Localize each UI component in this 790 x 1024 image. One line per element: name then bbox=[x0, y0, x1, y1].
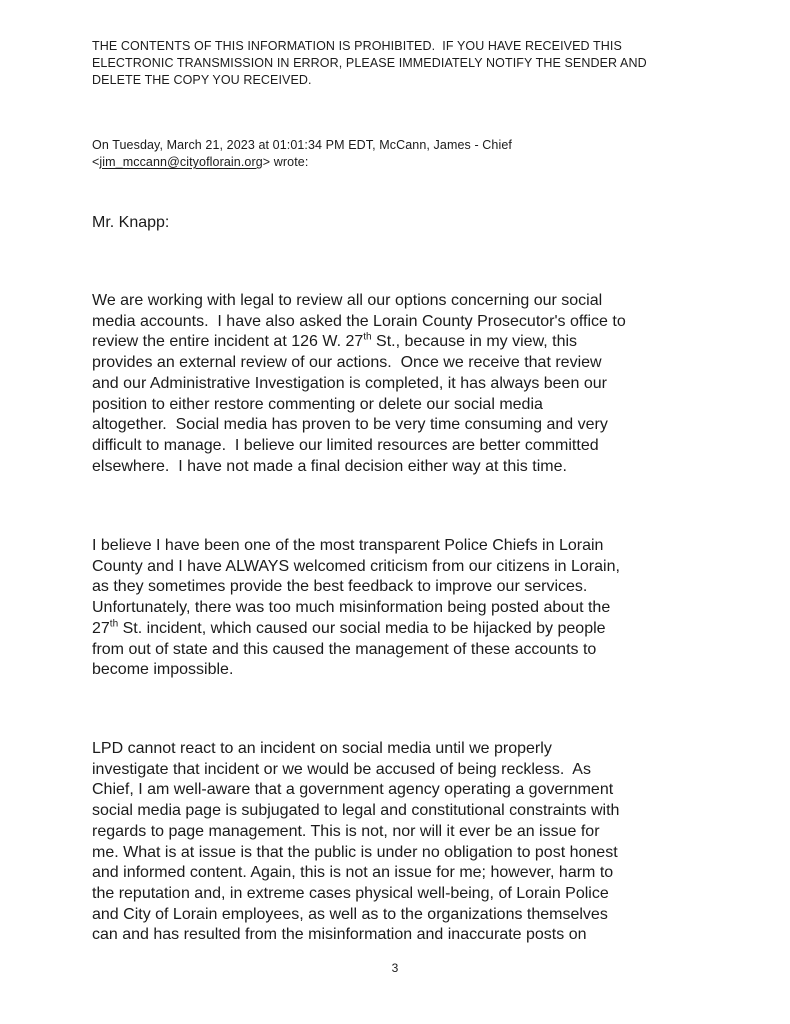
paragraph-text: regards to page management. This is not, nor will it ever be an issue for bbox=[92, 822, 600, 840]
paragraph-line bbox=[92, 374, 626, 395]
paragraph-text: and informed content. Again, this is not an issue for me; however, harm to bbox=[92, 864, 614, 882]
disclaimer-line: ELECTRONIC TRANSMISSION IN ERROR, PLEASE IMMEDIATELY NOTIFY THE SENDER AND bbox=[92, 56, 647, 70]
paragraph-text: elsewhere. I have not made a final decision either way at this time. bbox=[92, 457, 567, 475]
paragraph-text: difficult to manage. I believe our limited resources are better committed bbox=[92, 436, 599, 454]
paragraph-line bbox=[92, 312, 626, 333]
disclaimer-text bbox=[92, 38, 647, 89]
paragraph-text: Chief, I am well-aware that a government agency operating a government bbox=[92, 781, 614, 799]
paragraph-line bbox=[92, 536, 620, 557]
email-paragraph-2 bbox=[92, 536, 620, 681]
paragraph-text: can and has resulted from the misinformation and inaccurate posts on bbox=[92, 926, 587, 944]
paragraph-line bbox=[92, 863, 619, 884]
page-number: 3 bbox=[391, 961, 399, 975]
paragraph-line bbox=[92, 619, 620, 640]
paragraph-text: investigate that incident or we would be accused of being reckless. As bbox=[92, 760, 591, 778]
paragraph-line bbox=[92, 822, 619, 843]
paragraph-line bbox=[92, 640, 620, 661]
paragraph-line bbox=[92, 739, 619, 760]
paragraph-line bbox=[92, 415, 626, 436]
paragraph-line bbox=[92, 557, 620, 578]
paragraph-line bbox=[92, 353, 626, 374]
paragraph-text: review the entire incident at 126 W. 27 bbox=[92, 333, 364, 351]
paragraph-text: We are working with legal to review all our options concerning our social bbox=[92, 292, 603, 309]
paragraph-text: provides an external review of our actions. Once we receive that review bbox=[92, 354, 602, 372]
disclaimer-line: THE CONTENTS OF THIS INFORMATION IS PROHIBITED. IF YOU HAVE RECEIVED THIS bbox=[92, 39, 622, 53]
paragraph-text: LPD cannot react to an incident on social media until we properly bbox=[92, 740, 552, 757]
paragraph-text: St., because in my view, this bbox=[371, 333, 578, 351]
paragraph-text: County and I have ALWAYS welcomed criticism from our citizens in Lorain, bbox=[92, 557, 620, 575]
paragraph-line bbox=[92, 291, 626, 312]
reply-attribution-date-line: On Tuesday, March 21, 2023 at 01:01:34 PM EDT, McCann, James - Chief bbox=[92, 138, 512, 152]
paragraph-text: become impossible. bbox=[92, 661, 234, 679]
sender-email-link: jim_mccann@cityoflorain.org bbox=[99, 155, 263, 169]
paragraph-text: from out of state and this caused the management of these accounts to bbox=[92, 640, 597, 658]
paragraph-line bbox=[92, 660, 620, 681]
wrote-suffix: > wrote: bbox=[262, 155, 309, 169]
paragraph-text: Unfortunately, there was too much misinformation being posted about the bbox=[92, 599, 611, 617]
angle-bracket-open: < bbox=[92, 155, 100, 169]
email-paragraph-1 bbox=[92, 291, 626, 477]
paragraph-line bbox=[92, 884, 619, 905]
paragraph-line bbox=[92, 457, 626, 478]
paragraph-line bbox=[92, 395, 626, 416]
disclaimer-line: DELETE THE COPY YOU RECEIVED. bbox=[92, 73, 312, 87]
paragraph-line bbox=[92, 332, 626, 353]
paragraph-line bbox=[92, 925, 619, 946]
paragraph-text: St. incident, which caused our social media to be hijacked by people bbox=[118, 619, 606, 637]
paragraph-text: and our Administrative Investigation is completed, it has always been our bbox=[92, 374, 607, 392]
paragraph-text: as they sometimes provide the best feedback to improve our services. bbox=[92, 578, 588, 596]
reply-attribution bbox=[92, 137, 512, 171]
paragraph-line bbox=[92, 780, 619, 801]
paragraph-text: media accounts. I have also asked the Lorain County Prosecutor's office to bbox=[92, 312, 626, 330]
paragraph-text: I believe I have been one of the most transparent Police Chiefs in Lorain bbox=[92, 537, 604, 554]
paragraph-line bbox=[92, 843, 619, 864]
superscript-text: th bbox=[109, 618, 119, 630]
reply-attribution-email-line bbox=[92, 154, 512, 171]
paragraph-line bbox=[92, 760, 619, 781]
paragraph-line bbox=[92, 598, 620, 619]
superscript-text: th bbox=[363, 332, 372, 344]
email-paragraph-3 bbox=[92, 739, 619, 946]
paragraph-text: the reputation and, in extreme cases physical well-being, of Lorain Police bbox=[92, 884, 609, 902]
paragraph-text: me. What is at issue is that the public is under no obligation to post honest bbox=[92, 843, 618, 861]
paragraph-text: social media page is subjugated to legal and constitutional constraints with bbox=[92, 802, 620, 820]
paragraph-line bbox=[92, 905, 619, 926]
paragraph-text: altogether. Social media has proven to be very time consuming and very bbox=[92, 416, 608, 434]
paragraph-text: 27 bbox=[92, 619, 110, 637]
paragraph-line bbox=[92, 801, 619, 822]
paragraph-text: and City of Lorain employees, as well as to the organizations themselves bbox=[92, 905, 608, 923]
paragraph-line bbox=[92, 436, 626, 457]
paragraph-line bbox=[92, 577, 620, 598]
paragraph-text: position to either restore commenting or delete our social media bbox=[92, 395, 543, 413]
salutation: Mr. Knapp: bbox=[92, 214, 170, 231]
